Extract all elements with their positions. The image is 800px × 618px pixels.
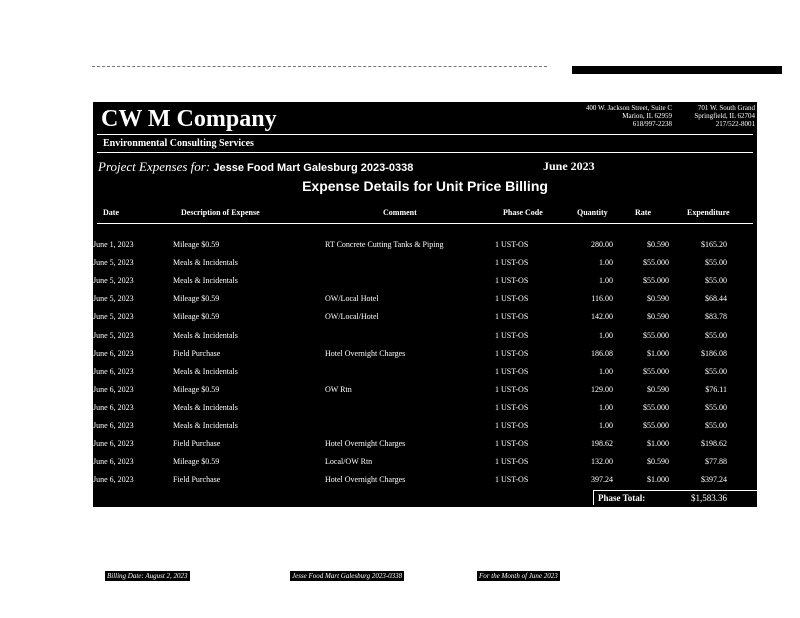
col-header-rate: Rate bbox=[635, 208, 651, 217]
row-expenditure: $55.00 bbox=[705, 276, 727, 286]
project-label: Project Expenses for: bbox=[98, 159, 211, 174]
row-description: Field Purchase bbox=[173, 439, 221, 449]
row-comment: OW/Local Hotel bbox=[325, 294, 379, 304]
row-quantity: 129.00 bbox=[591, 384, 613, 394]
row-phase: 1 UST-OS bbox=[495, 366, 529, 376]
col-header-phase: Phase Code bbox=[503, 208, 543, 217]
report-title: Expense Details for Unit Price Billing bbox=[302, 178, 548, 194]
row-date: June 5, 2023 bbox=[93, 294, 134, 304]
subtitle-divider bbox=[97, 152, 753, 153]
company-name: CW M Company bbox=[101, 106, 277, 132]
col-header-quantity: Quantity bbox=[577, 208, 608, 217]
row-quantity: 1.00 bbox=[599, 402, 613, 412]
row-rate: $55.000 bbox=[643, 402, 669, 412]
row-quantity: 280.00 bbox=[591, 240, 613, 249]
row-date: June 6, 2023 bbox=[93, 439, 134, 449]
row-rate: $0.590 bbox=[647, 457, 669, 467]
row-rate: $0.590 bbox=[647, 240, 669, 249]
row-description: Mileage $0.59 bbox=[173, 294, 220, 304]
row-phase: 1 UST-OS bbox=[495, 276, 529, 286]
row-description: Mileage $0.59 bbox=[173, 240, 220, 249]
office2-phone: 217/522-8001 bbox=[715, 120, 755, 128]
row-expenditure: $55.00 bbox=[705, 366, 727, 376]
table-row bbox=[93, 400, 757, 418]
table-row bbox=[93, 328, 757, 346]
office2-street: 701 W. South Grand bbox=[697, 104, 755, 112]
row-comment: Local/OW Rtn bbox=[325, 457, 373, 467]
row-quantity: 1.00 bbox=[599, 421, 613, 430]
table-row bbox=[93, 454, 757, 472]
company-subtitle: Environmental Consulting Services bbox=[103, 138, 254, 149]
row-quantity: 397.24 bbox=[591, 475, 613, 485]
row-description: Mileage $0.59 bbox=[173, 384, 220, 394]
row-expenditure: $55.00 bbox=[705, 402, 727, 412]
office2-city: Springfield, IL 62704 bbox=[694, 112, 755, 120]
col-header-description: Description of Expense bbox=[181, 208, 260, 217]
row-expenditure: $83.78 bbox=[705, 312, 727, 322]
row-expenditure: $55.00 bbox=[705, 421, 727, 430]
row-rate: $1.000 bbox=[647, 348, 669, 358]
table-row bbox=[93, 273, 757, 291]
row-date: June 5, 2023 bbox=[93, 276, 134, 286]
row-comment: Hotel Overnight Charges bbox=[325, 348, 406, 358]
table-row bbox=[93, 346, 757, 364]
row-quantity: 132.00 bbox=[591, 457, 613, 467]
row-phase: 1 UST-OS bbox=[495, 258, 529, 268]
row-date: June 6, 2023 bbox=[93, 402, 134, 412]
row-quantity: 116.00 bbox=[591, 294, 613, 304]
row-rate: $1.000 bbox=[647, 475, 669, 485]
top-scan-strip bbox=[92, 66, 547, 70]
header-divider bbox=[97, 134, 753, 135]
row-expenditure: $76.11 bbox=[705, 384, 727, 394]
top-black-bar bbox=[572, 66, 782, 74]
row-quantity: 1.00 bbox=[599, 276, 613, 286]
row-phase: 1 UST-OS bbox=[495, 384, 529, 394]
row-phase: 1 UST-OS bbox=[495, 457, 529, 467]
row-expenditure: $55.00 bbox=[705, 330, 727, 340]
row-comment: OW Rtn bbox=[325, 384, 352, 394]
row-date: June 5, 2023 bbox=[93, 312, 134, 322]
row-expenditure: $77.88 bbox=[705, 457, 727, 467]
office-address-springfield bbox=[694, 104, 755, 128]
row-date: June 6, 2023 bbox=[93, 366, 134, 376]
row-phase: 1 UST-OS bbox=[495, 294, 529, 304]
row-date: June 6, 2023 bbox=[93, 384, 134, 394]
row-description: Meals & Incidentals bbox=[173, 258, 238, 268]
row-rate: $1.000 bbox=[647, 439, 669, 449]
row-rate: $55.000 bbox=[643, 276, 669, 286]
row-expenditure: $186.08 bbox=[701, 348, 727, 358]
row-phase: 1 UST-OS bbox=[495, 240, 529, 249]
row-description: Meals & Incidentals bbox=[173, 330, 238, 340]
table-row bbox=[93, 255, 757, 273]
row-description: Field Purchase bbox=[173, 475, 221, 485]
row-quantity: 1.00 bbox=[599, 258, 613, 268]
footer-period: For the Month of June 2023 bbox=[479, 572, 558, 580]
report-month: June 2023 bbox=[543, 159, 595, 173]
row-phase: 1 UST-OS bbox=[495, 439, 529, 449]
phase-total-value: $1,583.36 bbox=[691, 493, 727, 503]
row-date: June 6, 2023 bbox=[93, 348, 134, 358]
row-phase: 1 UST-OS bbox=[495, 402, 529, 412]
row-expenditure: $165.20 bbox=[701, 240, 727, 249]
table-row bbox=[93, 418, 757, 436]
col-header-comment: Comment bbox=[383, 208, 417, 217]
footer-billing-date: Billing Date: August 2, 2023 bbox=[107, 572, 188, 580]
row-rate: $0.590 bbox=[647, 294, 669, 304]
row-rate: $55.000 bbox=[643, 421, 669, 430]
table-row bbox=[93, 237, 757, 255]
row-phase: 1 UST-OS bbox=[495, 421, 529, 430]
row-rate: $55.000 bbox=[643, 330, 669, 340]
row-date: June 1, 2023 bbox=[93, 240, 134, 249]
row-description: Mileage $0.59 bbox=[173, 312, 220, 322]
row-phase: 1 UST-OS bbox=[495, 312, 529, 322]
row-rate: $55.000 bbox=[643, 258, 669, 268]
row-phase: 1 UST-OS bbox=[495, 330, 529, 340]
row-rate: $55.000 bbox=[643, 366, 669, 376]
footer-project: Jesse Food Mart Galesburg 2023-0338 bbox=[292, 572, 403, 580]
row-date: June 6, 2023 bbox=[93, 457, 134, 467]
table-row bbox=[93, 472, 757, 490]
col-header-expenditure: Expenditure bbox=[687, 208, 730, 217]
project-name: Jesse Food Mart Galesburg 2023-0338 bbox=[213, 162, 414, 174]
project-line bbox=[98, 159, 413, 175]
row-description: Meals & Incidentals bbox=[173, 402, 238, 412]
row-rate: $0.590 bbox=[647, 384, 669, 394]
row-date: June 6, 2023 bbox=[93, 475, 134, 485]
table-row bbox=[93, 291, 757, 309]
table-row bbox=[93, 364, 757, 382]
row-date: June 5, 2023 bbox=[93, 258, 134, 268]
row-description: Mileage $0.59 bbox=[173, 457, 220, 467]
row-comment: Hotel Overnight Charges bbox=[325, 475, 406, 485]
row-comment: OW/Local/Hotel bbox=[325, 312, 379, 322]
phase-total-label: Phase Total: bbox=[598, 493, 646, 503]
row-quantity: 1.00 bbox=[599, 330, 613, 340]
office-address-marion bbox=[586, 104, 672, 128]
table-row bbox=[93, 382, 757, 400]
row-phase: 1 UST-OS bbox=[495, 348, 529, 358]
row-description: Field Purchase bbox=[173, 348, 221, 358]
row-phase: 1 UST-OS bbox=[495, 475, 529, 485]
row-date: June 5, 2023 bbox=[93, 330, 134, 340]
row-quantity: 142.00 bbox=[591, 312, 613, 322]
table-row bbox=[93, 309, 757, 327]
row-description: Meals & Incidentals bbox=[173, 421, 238, 430]
office1-street: 400 W. Jackson Street, Suite C bbox=[585, 104, 672, 112]
col-header-date: Date bbox=[103, 208, 119, 217]
row-expenditure: $68.44 bbox=[705, 294, 727, 304]
row-comment: RT Concrete Cutting Tanks & Piping bbox=[325, 240, 444, 249]
row-expenditure: $198.62 bbox=[701, 439, 727, 449]
row-comment: Hotel Overnight Charges bbox=[325, 439, 406, 449]
row-description: Meals & Incidentals bbox=[173, 276, 238, 286]
row-expenditure: $55.00 bbox=[705, 258, 727, 268]
row-date: June 6, 2023 bbox=[93, 421, 134, 430]
office1-city: Marion, IL 62959 bbox=[622, 112, 672, 120]
row-expenditure: $397.24 bbox=[701, 475, 727, 485]
office1-phone: 618/997-2238 bbox=[632, 120, 672, 128]
table-row bbox=[93, 436, 757, 454]
row-quantity: 1.00 bbox=[599, 366, 613, 376]
row-quantity: 198.62 bbox=[591, 439, 613, 449]
row-quantity: 186.08 bbox=[591, 348, 613, 358]
row-description: Meals & Incidentals bbox=[173, 366, 238, 376]
column-header-divider bbox=[97, 223, 753, 224]
expense-report bbox=[93, 102, 757, 507]
row-rate: $0.590 bbox=[647, 312, 669, 322]
